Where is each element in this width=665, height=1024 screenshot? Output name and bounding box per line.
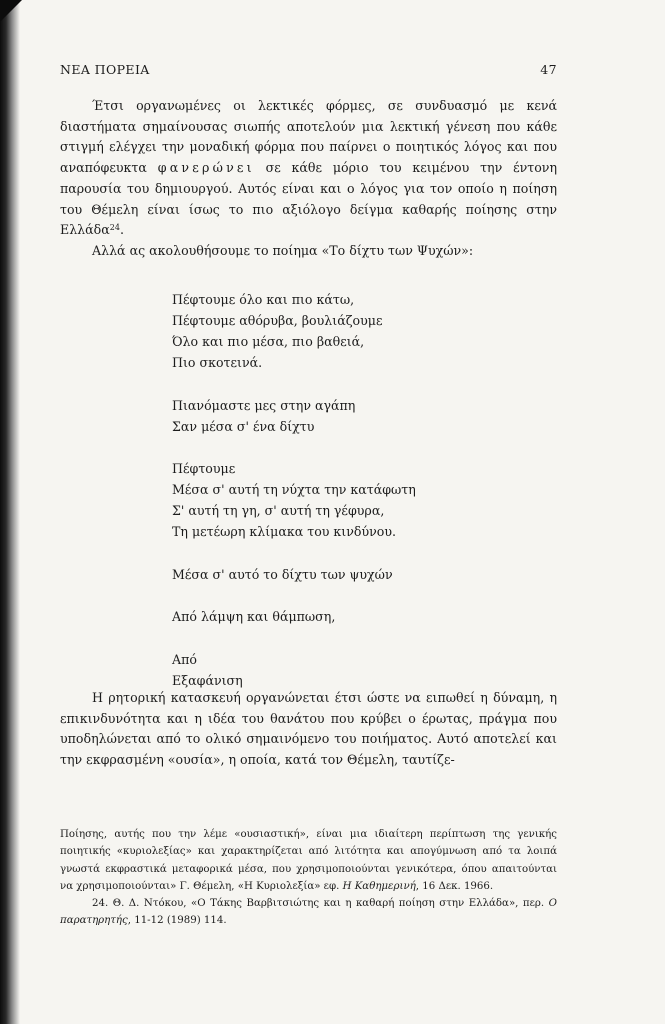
poem-line: Τη μετέωρη κλίμακα του κινδύνου. <box>172 524 397 539</box>
spaced-emphasis-word: φανερώνει <box>157 160 255 176</box>
footnote-continuation-text: Ποίησης, αυτής που την λέμε «ουσιαστική», είναι μια ιδιαίτερη περίπτωση της γενικής ποιητικής «κυριολεξίας» και χαρακτηρίζεται από λιτότητα και απογύμνωση από τα λοιπά γνωστά εκφραστικά μεταφορικά μέσα, που χρησιμοποιούνται γενικότερα, όπου απαιτούνται να χρησιμοποιούνται» Γ. Θέμελη, «Η Κυριολεξία» εφ. <box>60 829 557 892</box>
poem-line: Από λάμψη και θάμπωση, <box>172 609 336 624</box>
footnote-date: , 16 Δεκ. 1966. <box>415 880 494 892</box>
poem-line: Όλο και πιο μέσα, πιο βαθειά, <box>172 334 365 349</box>
poem-line: Από <box>172 651 197 667</box>
journal-title: ΝΕΑ ΠΟΡΕΙΑ <box>60 62 150 77</box>
footnote-24 <box>60 895 557 930</box>
poem-stanza-4 <box>172 564 532 585</box>
poem-line: Πέφτουμε αθόρυβα, βουλιάζουμε <box>172 313 383 328</box>
paragraph-1-part-1: Έτσι οργανωμένες οι λεκτικές φόρμες, σε συνδυασμό με κενά διαστήματα σημαίνουσας σιωπής αποτελούν μια λεκτική γένεση που κάθε στιγμή ελέγχει την μοναδική φόρμα που παίρνει ο ποιητικός λόγος και που αναπόφευκτα <box>60 98 557 176</box>
poem-line: Σαν μέσα σ' ένα δίχτυ <box>172 418 315 434</box>
poem-line: Μέσα σ' αυτή τη νύχτα την κατάφωτη <box>172 482 416 497</box>
footnote-24-source-title: Ο παρατηρητής <box>60 898 557 927</box>
footnote-ref-24: 24 <box>109 223 120 233</box>
footnote-continuation <box>60 826 557 895</box>
poem-line: Πιανόμαστε μες στην αγάπη <box>172 397 356 413</box>
poem-stanza-2 <box>172 395 532 437</box>
poem-line: Πέφτουμε <box>172 461 236 476</box>
footnote-24-text: 24. Θ. Δ. Ντόκου, «Ο Τάκης Βαρβιτσιώτης και η καθαρή ποίηση στην Ελλάδα», περ. <box>92 898 549 910</box>
paragraph-1-end: . <box>119 222 124 238</box>
page-number: 47 <box>540 62 557 77</box>
main-text <box>60 96 557 262</box>
poem-stanza-5 <box>172 606 532 627</box>
book-corner-notch <box>0 0 22 22</box>
paragraph-3: Η ρητορική κατασκευή οργανώνεται έτσι ώστε να ειπωθεί η δύναμη, η επικινδυνότητα και η ιδέα του θανάτου που κρύβει ο έρωτας, πράγμα που υποδηλώνεται από το ολικό σημαινόμενο του ποιήματος. Αυτό αποτελεί και την εκφρασμένη «ουσία», η οποία, κατά τον Θέμελη, ταυτίζε- <box>60 690 557 768</box>
paragraph-2: Αλλά ας ακολουθήσουμε το ποίημα «Το δίχτυ των Ψυχών»: <box>92 242 474 258</box>
footnotes <box>60 826 557 930</box>
poem-stanza-1 <box>172 289 532 373</box>
poem <box>172 289 532 712</box>
poem-line: Πέφτουμε όλο και πιο κάτω, <box>172 292 355 307</box>
footnote-source-title: Η Καθημερινή <box>342 880 416 892</box>
poem-stanza-6 <box>172 649 532 691</box>
paragraph-1-part-2: σε κάθε μόριο του κειμένου την έντονη παρουσία του δημιουργού. Αυτός είναι και ο λόγος για τον οποίο η ποίηση του Θέμελη είναι ίσως το πιο αξιόλογο δείγμα καθαρής ποίησης στην Ελλάδα <box>60 160 557 238</box>
poem-stanza-3 <box>172 458 532 542</box>
poem-line: Σ' αυτή τη γη, σ' αυτή τη γέφυρα, <box>172 503 385 518</box>
footnote-24-details: , 11-12 (1989) 114. <box>127 915 227 927</box>
poem-line: Εξαφάνιση <box>172 672 243 688</box>
book-spine-shadow <box>0 0 20 1024</box>
poem-line: Μέσα σ' αυτό το δίχτυ των ψυχών <box>172 566 393 582</box>
paragraph-1 <box>60 96 557 241</box>
poem-line: Πιο σκοτεινά. <box>172 355 263 370</box>
main-text-continued <box>60 688 557 771</box>
